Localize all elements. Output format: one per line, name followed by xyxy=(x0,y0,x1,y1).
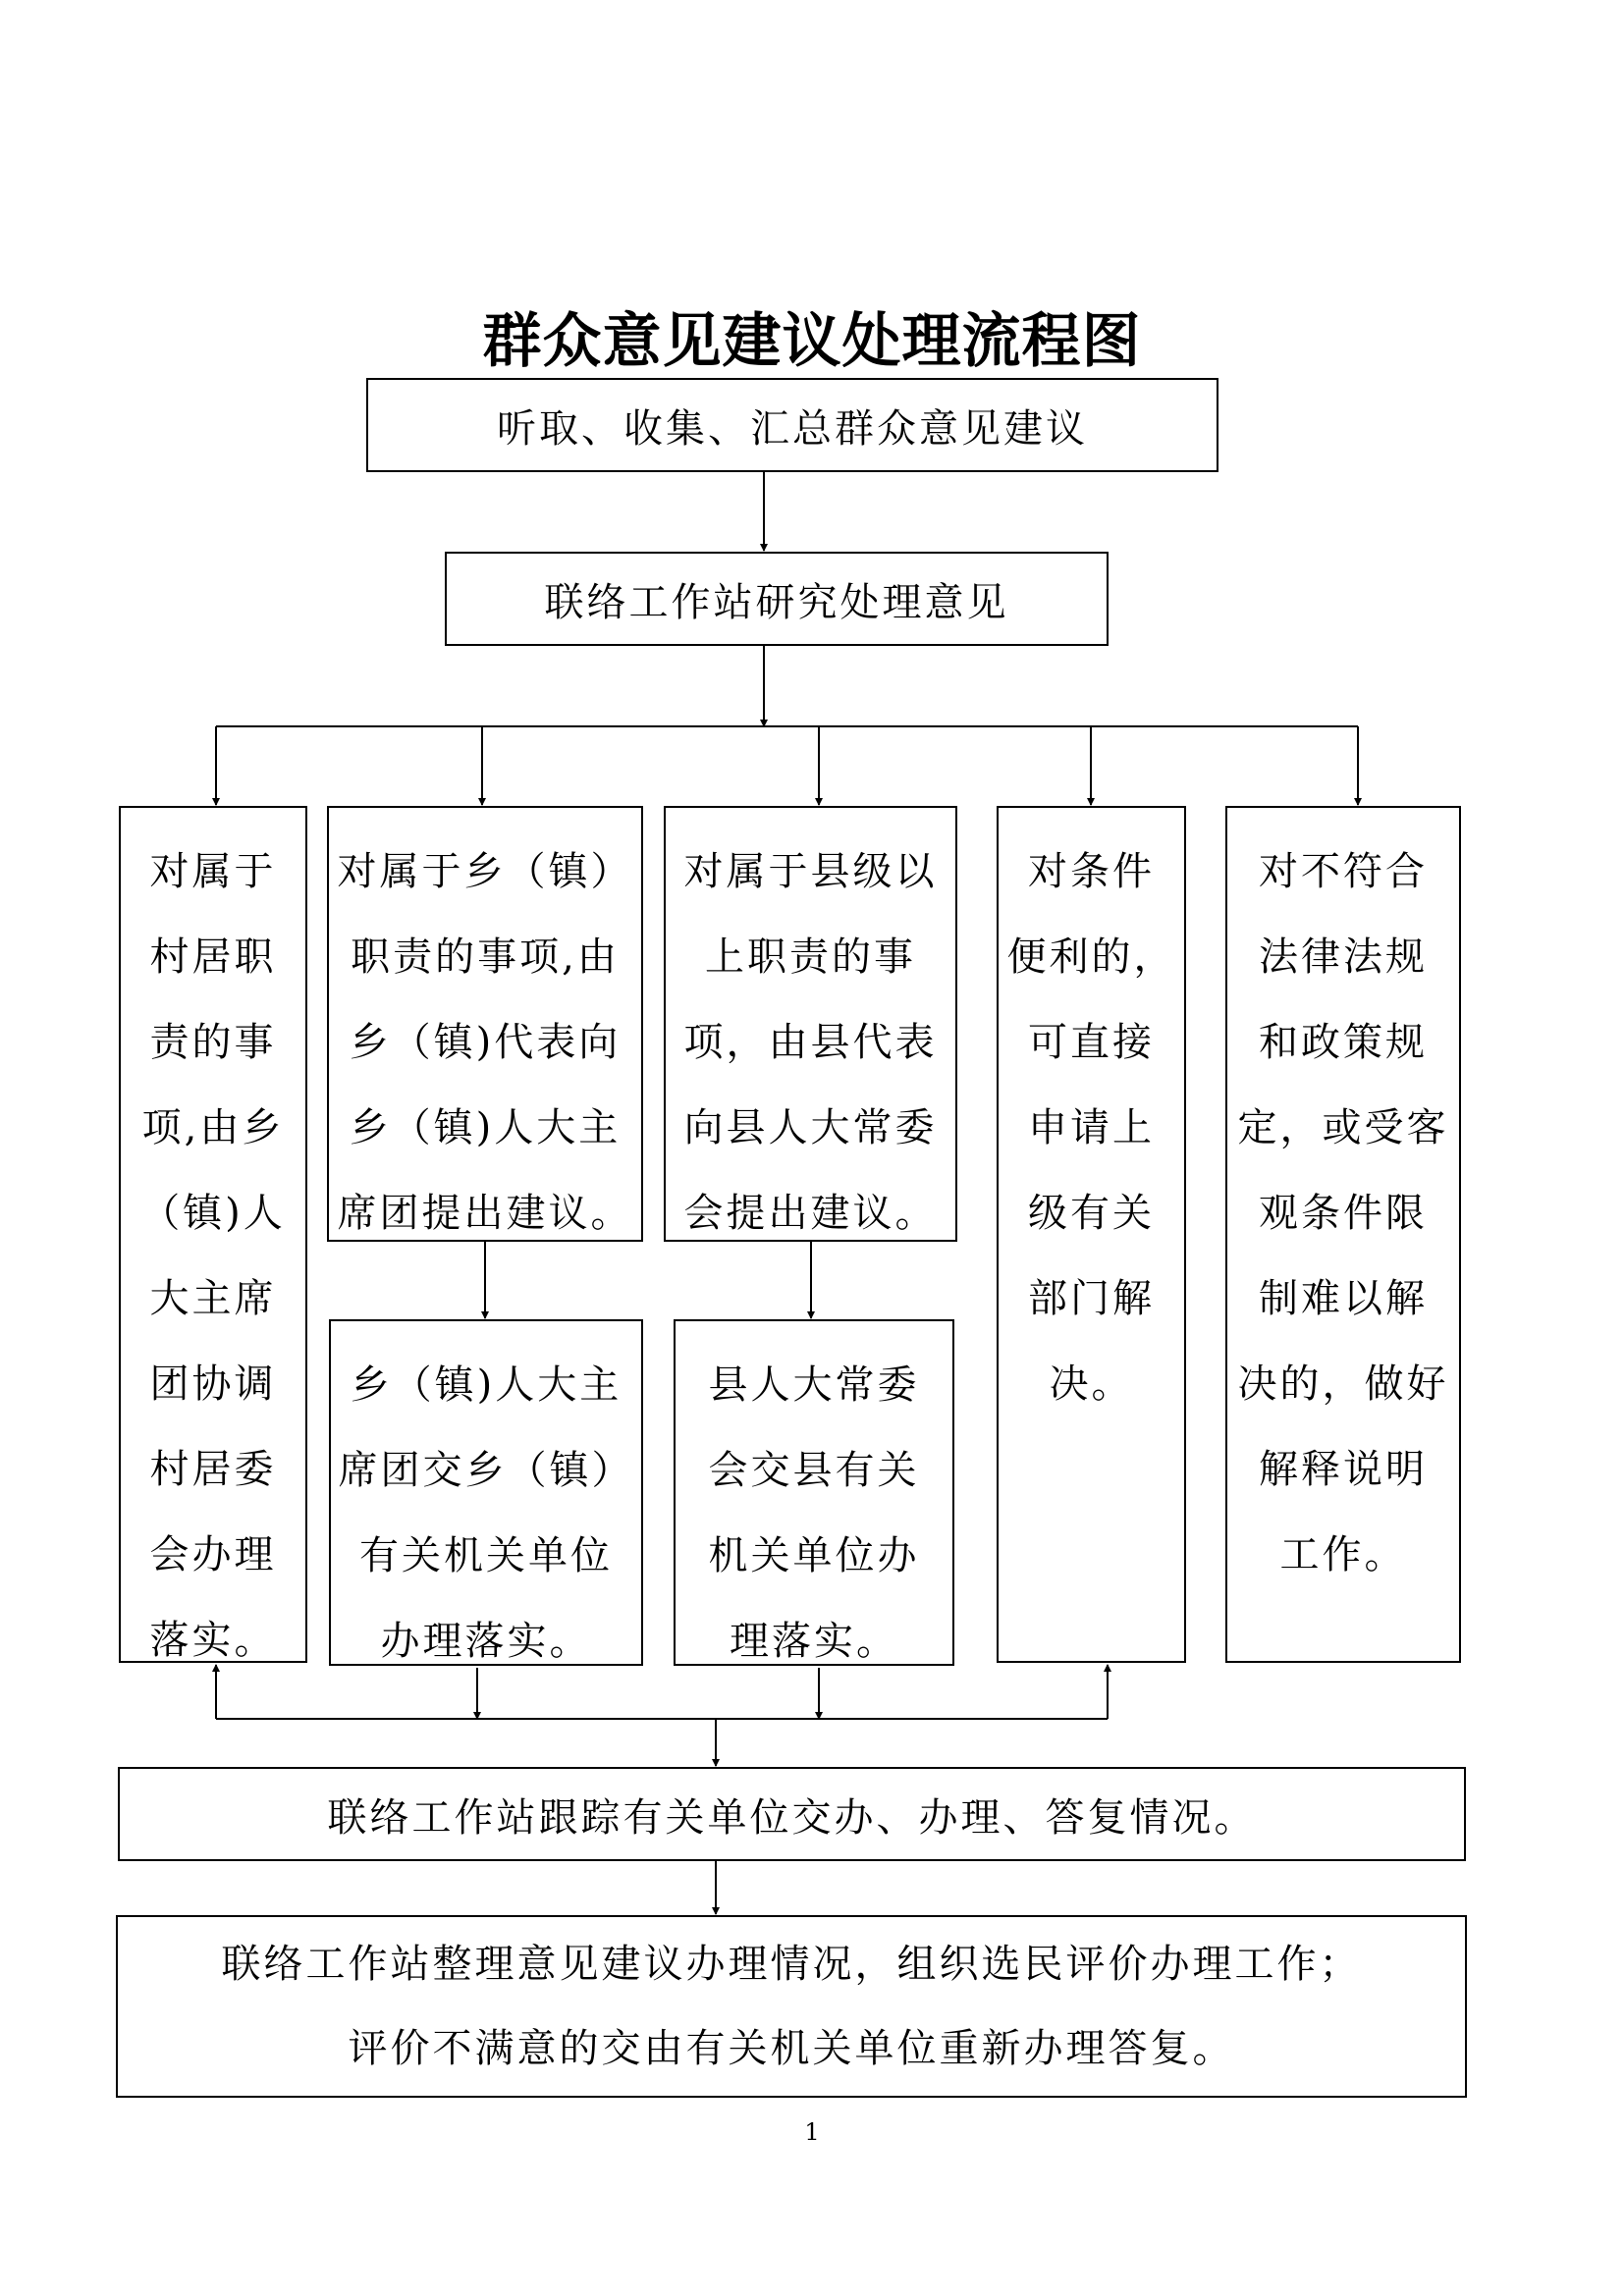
step-track-text: 联络工作站跟踪有关单位交办、办理、答复情况。 xyxy=(327,1794,1257,1841)
branch-noncompliant-line: 解释说明 xyxy=(1259,1447,1428,1492)
branch-noncompliant-line: 定，或受客 xyxy=(1237,1105,1449,1150)
branch-township-follow-line: 乡（镇)人大主 xyxy=(350,1362,623,1408)
branch-noncompliant-line: 法律法规 xyxy=(1259,934,1428,980)
branch-village-line: 对属于 xyxy=(149,849,277,894)
branch-county-line: 上职责的事 xyxy=(705,934,916,980)
step-collect-text: 听取、收集、汇总群众意见建议 xyxy=(497,405,1088,452)
branch-convenient-line: 便利的， xyxy=(1006,934,1176,980)
branch-village-line: 村居职 xyxy=(149,934,277,980)
branch-county-follow-line: 会交县有关 xyxy=(708,1448,920,1493)
branch-convenient-line: 对条件 xyxy=(1028,849,1155,894)
branch-township-line: 对属于乡（镇） xyxy=(337,849,633,894)
branch-convenient-line: 部门解 xyxy=(1028,1276,1155,1321)
branch-village-line: 责的事 xyxy=(149,1020,277,1065)
branch-noncompliant-line: 制难以解 xyxy=(1259,1276,1428,1321)
branch-village-line: 村居委 xyxy=(149,1447,277,1492)
branch-noncompliant-line: 对不符合 xyxy=(1259,849,1428,894)
branch-township-follow-line: 办理落实。 xyxy=(380,1619,592,1664)
branch-village-line: 项,由乡 xyxy=(141,1105,285,1150)
branch-noncompliant-line: 工作。 xyxy=(1279,1532,1407,1577)
branch-county-follow-line: 理落实。 xyxy=(730,1619,898,1664)
branch-convenient-line: 申请上 xyxy=(1028,1105,1155,1150)
step-evaluate-line: 联络工作站整理意见建议办理情况，组织选民评价办理工作； xyxy=(221,1942,1362,1987)
branch-noncompliant-line: 观条件限 xyxy=(1259,1191,1428,1236)
branch-county-follow-line: 机关单位办 xyxy=(708,1533,920,1578)
branch-village-line: 会办理 xyxy=(149,1532,277,1577)
branch-village-line: 大主席 xyxy=(149,1276,277,1321)
branch-township-line: 乡（镇)人大主 xyxy=(349,1105,622,1150)
branch-village-line: 团协调 xyxy=(149,1362,277,1407)
branch-village-line: 落实。 xyxy=(149,1618,277,1663)
branch-county-line: 会提出建议。 xyxy=(683,1191,938,1236)
branch-county-follow-line: 县人大常委 xyxy=(708,1362,920,1408)
branch-county-line: 向县人大常委 xyxy=(683,1105,938,1150)
page-number: 1 xyxy=(804,2118,820,2146)
branch-convenient-line: 级有关 xyxy=(1028,1191,1155,1236)
branch-township-line: 席团提出建议。 xyxy=(337,1191,633,1236)
branch-township-line: 职责的事项,由 xyxy=(351,934,620,980)
branch-noncompliant-line: 和政策规 xyxy=(1259,1020,1428,1065)
page-title: 群众意见建议处理流程图 xyxy=(482,307,1142,376)
branch-convenient-line: 决。 xyxy=(1049,1362,1134,1407)
branch-village-line: （镇)人 xyxy=(140,1191,286,1236)
branch-county-line: 项，由县代表 xyxy=(683,1020,938,1065)
step-evaluate-line: 评价不满意的交由有关机关单位重新办理答复。 xyxy=(348,2026,1235,2071)
branch-county-line: 对属于县级以 xyxy=(683,849,938,894)
step-study-text: 联络工作站研究处理意见 xyxy=(544,579,1009,625)
branch-noncompliant-line: 决的，做好 xyxy=(1237,1362,1449,1407)
branch-township-follow-line: 席团交乡（镇） xyxy=(338,1448,634,1493)
branch-convenient-line: 可直接 xyxy=(1028,1020,1155,1065)
branch-township-line: 乡（镇)代表向 xyxy=(349,1020,622,1065)
branch-township-follow-line: 有关机关单位 xyxy=(359,1533,613,1578)
